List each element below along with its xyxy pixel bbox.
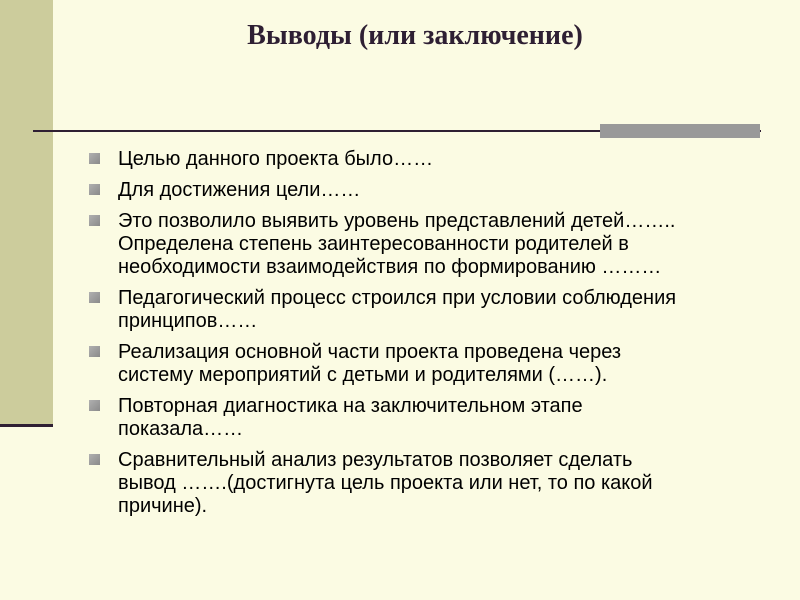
bullet-text: Целью данного проекта было…… bbox=[118, 148, 434, 170]
bullet-list bbox=[86, 148, 766, 526]
side-decoration-line bbox=[0, 424, 53, 427]
bullet-item bbox=[86, 395, 766, 441]
square-bullet-icon bbox=[89, 292, 100, 303]
bullet-item bbox=[86, 449, 766, 518]
bullet-item bbox=[86, 210, 766, 279]
square-bullet-icon bbox=[89, 346, 100, 357]
slide-title: Выводы (или заключение) bbox=[247, 20, 583, 51]
bullet-text: Для достижения цели…… bbox=[118, 179, 361, 201]
bullet-text: Сравнительный анализ результатов позволяет сделать вывод …….(достигнута цель проекта или нет, то по какой причине). bbox=[118, 449, 653, 517]
title-divider-accent bbox=[600, 124, 760, 138]
bullet-text: Педагогический процесс строился при условии соблюдения принципов…… bbox=[118, 287, 677, 332]
side-decoration-bar bbox=[0, 0, 53, 424]
square-bullet-icon bbox=[89, 400, 100, 411]
bullet-text: Повторная диагностика на заключительном этапе показала…… bbox=[118, 395, 583, 440]
square-bullet-icon bbox=[89, 184, 100, 195]
square-bullet-icon bbox=[89, 215, 100, 226]
square-bullet-icon bbox=[89, 454, 100, 465]
square-bullet-icon bbox=[89, 153, 100, 164]
bullet-item bbox=[86, 341, 766, 387]
bullet-item bbox=[86, 179, 766, 202]
bullet-text: Это позволило выявить уровень представлений детей…….. Определена степень заинтересованности родителей в необходимости взаимодействия по формированию ……… bbox=[118, 210, 676, 278]
bullet-item bbox=[86, 287, 766, 333]
bullet-item bbox=[86, 148, 766, 171]
bullet-text: Реализация основной части проекта проведена через систему мероприятий с детьми и родителями (……). bbox=[118, 341, 622, 386]
